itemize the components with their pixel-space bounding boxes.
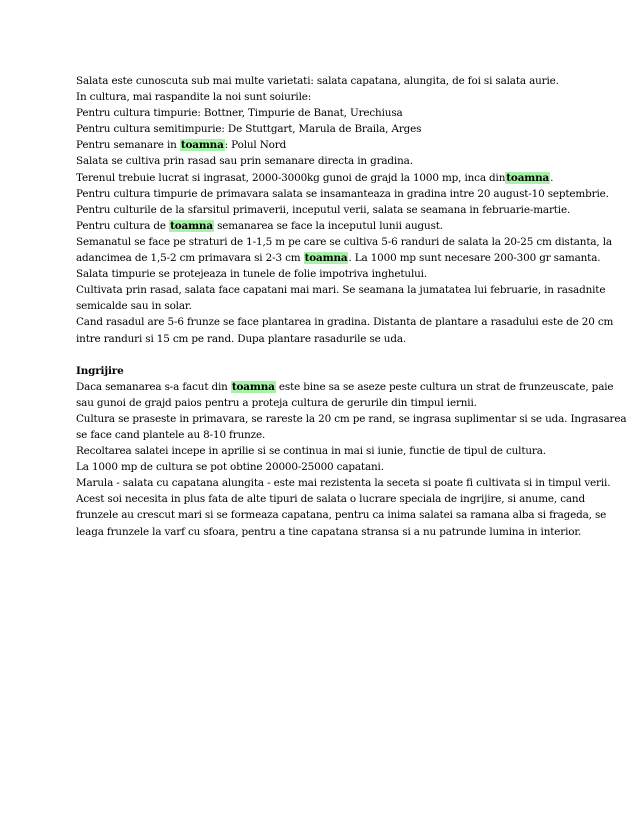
text-segment: . bbox=[550, 171, 554, 184]
text-line: Semanatul se face pe straturi de 1-1,5 m pe care se cultiva 5-6 randuri de salata la 20-25 cm distanta, la bbox=[76, 235, 612, 248]
section-heading: Ingrijire bbox=[76, 364, 124, 377]
text-line: Pentru cultura timpurie: Bottner, Timpurie de Banat, Urechiusa bbox=[76, 107, 403, 120]
text-segment: este bine sa se aseze peste cultura un strat de frunzeuscate, paie bbox=[275, 380, 614, 393]
text-line: Acest soi necesita in plus fata de alte tipuri de salata o lucrare speciala de ingrijire, si anume, cand bbox=[76, 493, 585, 506]
text-line: se face cand plantele au 8-10 frunze. bbox=[76, 428, 266, 441]
text-line: sau gunoi de grajd paios pentru a proteja cultura de gerurile din timpul iernii. bbox=[76, 396, 477, 409]
text-line: In cultura, mai raspandite la noi sunt soiurile: bbox=[76, 91, 312, 104]
document-page bbox=[76, 73, 627, 540]
text-line: leaga frunzele la varf cu sfoara, pentru a tine capatana stransa si a nu patrunde lumina in interior. bbox=[76, 525, 582, 538]
text-segment: adancimea de 1,5-2 cm primavara si 2-3 cm bbox=[76, 252, 304, 265]
text-line: frunzele au crescut mari si se formeaza capatana, pentru ca inima salatei sa ramana alba si frageda, se bbox=[76, 509, 607, 522]
text-segment: Daca semanarea s-a facut din bbox=[76, 380, 231, 393]
paragraph-spacer bbox=[76, 347, 576, 363]
text-segment: . La 1000 mp sunt necesare 200-300 gr samanta. bbox=[348, 252, 601, 265]
text-segment: Pentru semanare in bbox=[76, 139, 180, 152]
text-line: Salata este cunoscuta sub mai multe varietati: salata capatana, alungita, de foi si salata aurie. bbox=[76, 75, 559, 87]
highlighted-term: toamna bbox=[506, 171, 550, 184]
text-segment: Terenul trebuie lucrat si ingrasat, 2000-3000kg gunoi de grajd la 1000 mp, inca din bbox=[76, 171, 506, 184]
highlighted-term: toamna bbox=[231, 380, 275, 393]
highlighted-term: toamna bbox=[170, 219, 213, 232]
text-line: intre randuri si 15 cm pe rand. Dupa plantare rasadurile se uda. bbox=[76, 332, 407, 345]
text-line: La 1000 mp de cultura se pot obtine 20000-25000 capatani. bbox=[76, 461, 384, 474]
text-line: Cultura se praseste in primavara, se rareste la 20 cm pe rand, se ingrasa suplimentar si se uda. Ingrasarea bbox=[76, 412, 627, 425]
highlighted-term: toamna bbox=[180, 139, 224, 152]
text-line bbox=[76, 170, 576, 186]
text-line bbox=[76, 218, 576, 234]
text-segment: Pentru cultura de bbox=[76, 219, 170, 232]
text-line: Cultivata prin rasad, salata face capatani mai mari. Se seamana la jumatatea lui februarie, in rasadnite bbox=[76, 284, 606, 297]
text-line: Marula - salata cu capatana alungita - este mai rezistenta la seceta si poate fi cultivata si in timpul verii. bbox=[76, 477, 611, 490]
text-line: Pentru cultura timpurie de primavara salata se insamanteaza in gradina intre 20 august-10 septembrie. bbox=[76, 187, 609, 200]
text-line: Recoltarea salatei incepe in aprilie si se continua in mai si iunie, functie de tipul de cultura. bbox=[76, 445, 546, 458]
text-line: Pentru culturile de la sfarsitul primaverii, inceputul verii, salata se seamana in februarie-martie. bbox=[76, 203, 571, 216]
text-line: Salata timpurie se protejeaza in tunele de folie impotriva inghetului. bbox=[76, 268, 428, 281]
text-line bbox=[76, 137, 576, 153]
text-line: semicalde sau in solar. bbox=[76, 300, 192, 313]
highlighted-term: toamna bbox=[304, 252, 348, 265]
text-line: Cand rasadul are 5-6 frunze se face plantarea in gradina. Distanta de plantare a rasadului este de 20 cm bbox=[76, 316, 614, 329]
text-line: Salata se cultiva prin rasad sau prin semanare directa in gradina. bbox=[76, 155, 413, 168]
text-segment: semanarea se face la inceputul lunii august. bbox=[213, 219, 443, 232]
text-line bbox=[76, 250, 601, 266]
text-line: Pentru cultura semitimpurie: De Stuttgart, Marula de Braila, Arges bbox=[76, 123, 422, 136]
text-line bbox=[76, 379, 614, 395]
text-segment: : Polul Nord bbox=[224, 139, 287, 152]
